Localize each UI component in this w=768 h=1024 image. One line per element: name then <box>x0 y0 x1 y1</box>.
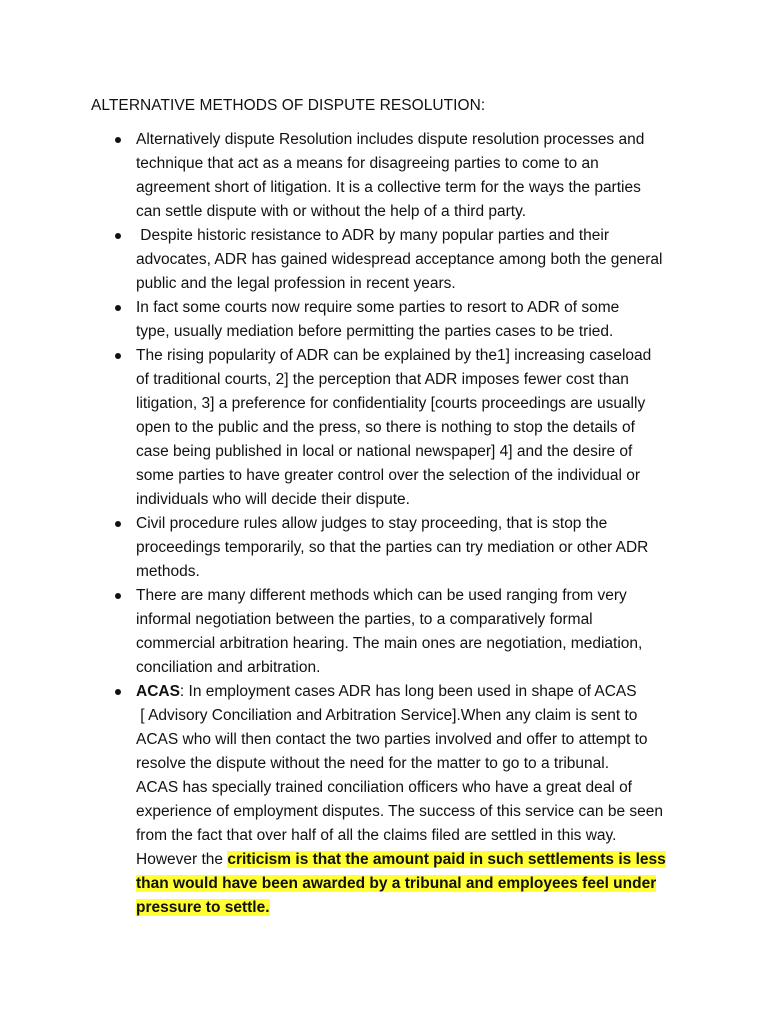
text-line: some parties to have greater control over the selection of the individual or <box>136 467 641 484</box>
text-line: commercial arbitration hearing. The main ones are negotiation, mediation, <box>136 635 643 652</box>
document-title: ALTERNATIVE METHODS OF DISPUTE RESOLUTION: <box>91 97 486 114</box>
text-line <box>136 680 708 704</box>
bullet-icon <box>115 593 121 599</box>
text-line: case being published in local or national newspaper] 4] and the desire of <box>136 443 633 460</box>
text-line: Alternatively dispute Resolution includes dispute resolution processes and <box>136 131 645 148</box>
list-item <box>0 296 768 344</box>
text-line: individuals who will decide their dispute. <box>136 491 410 508</box>
acas-label: ACAS <box>136 683 180 700</box>
text-line: litigation, 3] a preference for confidentiality [courts proceedings are usually <box>136 395 646 412</box>
text-line <box>136 896 708 920</box>
text-line: The rising popularity of ADR can be explained by the1] increasing caseload <box>136 347 652 364</box>
list-item <box>0 128 768 224</box>
text-line: experience of employment disputes. The success of this service can be seen <box>136 803 663 820</box>
text-line: There are many different methods which can be used ranging from very <box>136 587 627 604</box>
text-line: public and the legal profession in recent years. <box>136 275 456 292</box>
text-line: advocates, ADR has gained widespread acceptance among both the general <box>136 251 663 268</box>
highlighted-text: pressure to settle. <box>136 899 270 916</box>
bullet-icon <box>115 233 121 239</box>
text-line: ACAS has specially trained conciliation officers who have a great deal of <box>136 779 632 796</box>
text-line: type, usually mediation before permitting the parties cases to be tried. <box>136 323 614 340</box>
text-line: [ Advisory Conciliation and Arbitration Service].When any claim is sent to <box>136 707 638 724</box>
text-line <box>136 848 708 872</box>
however-prefix: However the <box>136 851 228 868</box>
list-item <box>0 512 768 584</box>
text-line: proceedings temporarily, so that the parties can try mediation or other ADR <box>136 539 649 556</box>
text-line: informal negotiation between the parties, to a comparatively formal <box>136 611 593 628</box>
text-line: Despite historic resistance to ADR by many popular parties and their <box>136 227 609 244</box>
list-item <box>0 344 768 512</box>
list-item-acas <box>0 680 768 920</box>
text-line: can settle dispute with or without the help of a third party. <box>136 203 527 220</box>
text-line: from the fact that over half of all the claims filed are settled in this way. <box>136 827 617 844</box>
text-line: conciliation and arbitration. <box>136 659 321 676</box>
text-line: ACAS who will then contact the two parties involved and offer to attempt to <box>136 731 648 748</box>
bullet-list <box>0 128 768 920</box>
text-line: of traditional courts, 2] the perception that ADR imposes fewer cost than <box>136 371 629 388</box>
text-line: open to the public and the press, so there is nothing to stop the details of <box>136 419 635 436</box>
bullet-icon <box>115 689 121 695</box>
bullet-icon <box>115 521 121 527</box>
text-line: agreement short of litigation. It is a collective term for the ways the parties <box>136 179 641 196</box>
list-item <box>0 584 768 680</box>
acas-line-rest: : In employment cases ADR has long been used in shape of ACAS <box>179 683 637 700</box>
text-line: resolve the dispute without the need for the matter to go to a tribunal. <box>136 755 610 772</box>
list-item <box>0 224 768 296</box>
text-line <box>136 872 708 896</box>
text-line: methods. <box>136 563 200 580</box>
text-line: In fact some courts now require some parties to resort to ADR of some <box>136 299 620 316</box>
bullet-icon <box>115 353 121 359</box>
bullet-icon <box>115 305 121 311</box>
highlighted-text: criticism is that the amount paid in such settlements is less <box>227 851 666 868</box>
bullet-icon <box>115 137 121 143</box>
text-line: Civil procedure rules allow judges to stay proceeding, that is stop the <box>136 515 608 532</box>
text-line: technique that act as a means for disagreeing parties to come to an <box>136 155 599 172</box>
highlighted-text: than would have been awarded by a tribunal and employees feel under <box>136 875 657 892</box>
